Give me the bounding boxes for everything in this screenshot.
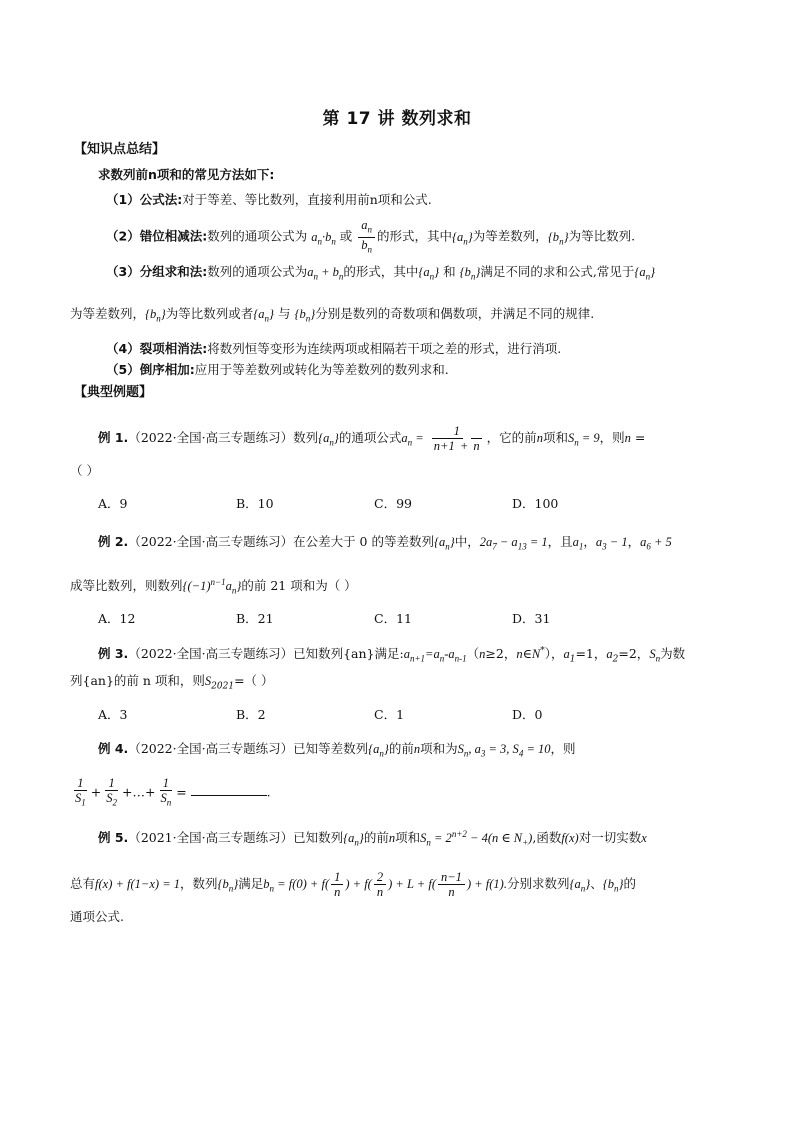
example-1-paren: （ ） [70,463,99,478]
summary-intro: 求数列前n项和的常见方法如下: [98,167,275,182]
option-a[interactable]: A．12 [98,611,136,626]
method-3-cont: 为等差数列，$\{b_n\}$为等比数列或者$\{a_n\}$ 与 $\{b_n\}$分别是数列的奇数项和偶数项，并满足不同的规律. [70,306,595,324]
option-d[interactable]: D．0 [512,707,543,722]
example-3-options [98,705,650,723]
option-c[interactable]: C．1 [374,707,405,722]
option-a[interactable]: A．3 [98,707,128,722]
example-5-end: 通项公式. [70,909,124,924]
method-3: （3）分组求和法:数列的通项公式为$a_n + b_n$的形式，其中$\{a_n\}$ 和 $\{b_n\}$满足不同的求和公式,常见于$\{a_n\}$ [106,264,656,282]
option-d[interactable]: D．100 [512,496,559,511]
examples-heading: 【典型例题】 [74,385,153,400]
example-3-cont: 列{an}的前 n 项和，则$S_{2021}=$（ ） [70,673,274,692]
option-b[interactable]: B．10 [236,496,274,511]
method-2: （2）错位相减法:数列的通项公式为 $a_n\cdot b_n$ 或 $\frac{a_n}{b_n}$ 的形式，其中$\{a_n\}$为等差数列，$\{b_n\}$为等比数列. [106,218,636,254]
example-2-options [98,609,650,627]
option-d[interactable]: D．31 [512,611,551,626]
example-2-cont: 成等比数列，则数列$\{(-1)^{n-1}a_n\}$的前 21 项和为（ ） [70,577,357,596]
answer-blank[interactable] [191,785,267,796]
method-1: （1）公式法:对于等差、等比数列，直接利用前n项和公式. [106,192,432,207]
option-b[interactable]: B．21 [236,611,274,626]
page-title: 第 17 讲 数列求和 [322,109,472,129]
example-5-cont: 总有f(x) + f(1−x) = 1，数列$\{b_n\}$满足$b_n = f(0) + f$( $\frac{1}{n}$ ) + f( $\frac{2}{n}$ ) + L + f( $\frac{n-1}{n}$ ) + f(1).分别求数列$\{a_n\}$、$\{b_n\}$的 [70,870,637,899]
example-1-options [98,494,650,512]
option-a[interactable]: A．9 [98,496,128,511]
example-5: 例 5.（2021·全国·高三专题练习）已知数列$\{a_n\}$的前n项和$S_n = 2^{n+2} - 4(n$ ∈ $N_+$),函数f(x)对一切实数x [98,829,647,848]
example-4-formula: $\frac{1}{S_1}$ + $\frac{1}{S_2}$ +…+ $\frac{1}{S_n}$ = . [75,776,271,808]
method-5: （5）倒序相加:应用于等差数列或转化为等差数列的数列求和. [106,362,449,377]
option-c[interactable]: C．11 [374,611,412,626]
example-4: 例 4.（2022·全国·高三专题练习）已知等差数列$\{a_n\}$的前n项和为$S_n$, $a_3 = 3$, $S_4 = 10$，则 [98,741,576,759]
method-4: （4）裂项相消法:将数列恒等变形为连续两项或相隔若干项之差的形式，进行消项. [106,341,562,356]
example-3: 例 3.（2022·全国·高三专题练习）已知数列{an}满足$:a_{n+1}=a_n-a_{n-1}(n\ge 2$，n∈N*），$a_1=1$，$a_2=2$，$S_n$为数 [98,646,686,665]
option-c[interactable]: C．99 [374,496,412,511]
example-2: 例 2.（2022·全国·高三专题练习）在公差大于 0 的等差数列$\{a_n\}$中，$2a_7 - a_{13} = 1$，且$a_1$，$a_3 - 1$，$a_6 + 5$ [98,534,672,552]
example-1: 例 1.（2022·全国·高三专题练习）数列$\{a_n\}$的通项公式$a_n$ = $\frac{1}{n+1 + n}$ ，它的前n项和$S_n = 9$，则n = [98,424,646,453]
option-b[interactable]: B．2 [236,707,266,722]
summary-heading: 【知识点总结】 [74,142,166,157]
